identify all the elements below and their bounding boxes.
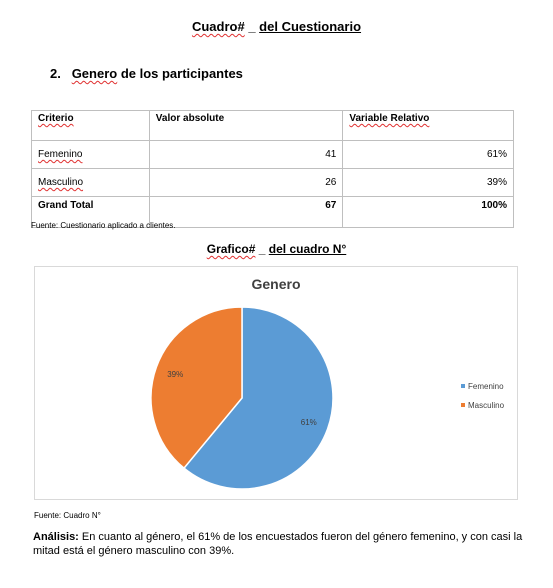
legend-label-masculino: Masculino <box>468 401 505 410</box>
cell-criterio: Femenino <box>32 141 150 169</box>
cell-relativo: 61% <box>343 141 514 169</box>
cell-valor: 26 <box>149 169 343 197</box>
cell-criterio: Grand Total <box>32 197 150 228</box>
cell-relativo: 39% <box>343 169 514 197</box>
data-label-masculino: 39% <box>167 370 184 379</box>
chart-caption-word: Grafico# <box>206 242 256 256</box>
chart-caption-rest: del cuadro N° <box>268 242 347 256</box>
data-table <box>31 110 514 228</box>
header-criterio: Criterio <box>32 111 150 141</box>
chart-area <box>34 266 518 500</box>
cell-valor: 41 <box>149 141 343 169</box>
chart-caption-mid: _ <box>255 242 269 256</box>
analysis-text: En cuanto al género, el 61% de los encuestados fueron del género femenino, y con casi la mitad está el género masculino con 39%. <box>33 531 523 557</box>
cell-relativo: 100% <box>343 197 514 228</box>
cell-criterio: Masculino <box>32 169 150 197</box>
section-number: 2. <box>50 66 61 81</box>
table-row <box>32 141 514 169</box>
cell-valor: 67 <box>149 197 343 228</box>
legend-swatch-masculino <box>461 403 465 407</box>
title-rest: del Cuestionario <box>259 19 362 34</box>
header-valor: Valor absolute <box>149 111 343 141</box>
data-label-femenino: 61% <box>300 418 317 427</box>
table-header-row <box>32 111 514 141</box>
table-row <box>32 169 514 197</box>
legend-swatch-femenino <box>461 384 465 388</box>
document-title <box>0 19 553 34</box>
analysis-label: Análisis: <box>33 531 79 543</box>
section-heading <box>50 66 243 81</box>
header-relativo: Variable Relativo <box>343 111 514 141</box>
legend-label-femenino: Femenino <box>468 382 504 391</box>
pie-chart <box>35 267 517 499</box>
chart-caption <box>0 242 553 256</box>
table-source: Fuente: Cuestionario aplicado a clientes. <box>31 221 176 230</box>
analysis-paragraph <box>33 530 533 558</box>
section-word: Genero <box>71 66 118 81</box>
chart-source: Fuente: Cuadro N° <box>34 511 101 520</box>
title-word: Cuadro# <box>191 19 245 34</box>
chart-title: Genero <box>251 276 301 292</box>
title-mid: _ <box>244 19 260 34</box>
section-rest: de los participantes <box>117 66 243 81</box>
